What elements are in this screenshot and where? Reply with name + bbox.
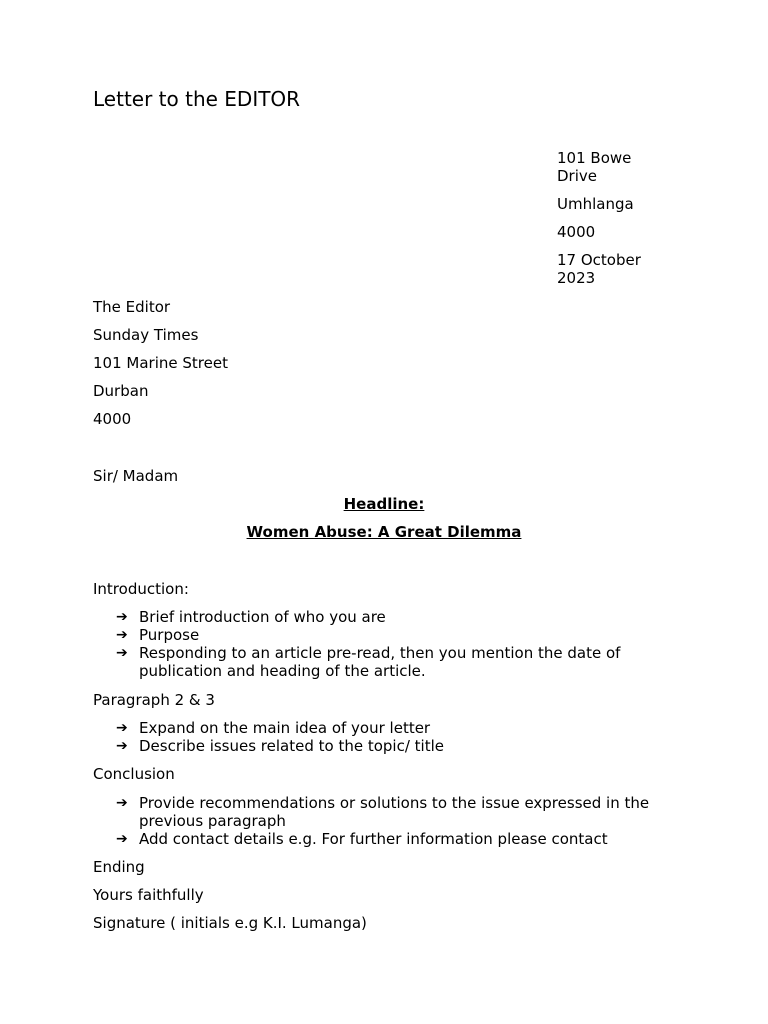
page-title: Letter to the EDITOR <box>93 87 301 111</box>
list-item <box>116 737 676 755</box>
introduction-heading: Introduction: <box>93 580 189 598</box>
list-item <box>116 626 676 644</box>
list-item <box>116 719 676 737</box>
arrow-right-icon: ➔ <box>116 609 128 625</box>
sender-suburb: Umhlanga <box>557 195 634 213</box>
letter-date: 17 October 2023 <box>557 251 641 287</box>
sender-street: 101 Bowe Drive <box>557 149 632 185</box>
recipient-name: The Editor <box>93 298 171 316</box>
list-item-text: Describe issues related to the topic/ title <box>139 737 444 755</box>
arrow-right-icon: ➔ <box>116 627 128 643</box>
list-item-text: Responding to an article pre-read, then you mention the date of publication and heading of the article. <box>139 644 621 680</box>
arrow-right-icon: ➔ <box>116 738 128 754</box>
recipient-city: Durban <box>93 382 149 400</box>
list-item-text: Purpose <box>139 626 200 644</box>
conclusion-heading: Conclusion <box>93 765 175 783</box>
list-item-text: Brief introduction of who you are <box>139 608 386 626</box>
body-list <box>116 719 676 755</box>
list-item-text: Provide recommendations or solutions to the issue expressed in the previous paragraph <box>139 794 650 830</box>
headline-label: Headline: <box>343 495 425 513</box>
introduction-list <box>116 608 676 680</box>
arrow-right-icon: ➔ <box>116 645 128 661</box>
list-item-text: Expand on the main idea of your letter <box>139 719 431 737</box>
signature-line: Signature ( initials e.g K.I. Lumanga) <box>93 914 367 932</box>
list-item <box>116 830 676 848</box>
recipient-code: 4000 <box>93 410 132 428</box>
list-item <box>116 794 676 830</box>
list-item-text: Add contact details e.g. For further information please contact <box>139 830 608 848</box>
headline: Women Abuse: A Great Dilemma <box>246 523 522 541</box>
list-item <box>116 608 676 626</box>
conclusion-list <box>116 794 676 848</box>
ending-heading: Ending <box>93 858 145 876</box>
arrow-right-icon: ➔ <box>116 720 128 736</box>
list-item <box>116 644 676 680</box>
sender-address <box>557 149 667 297</box>
body-heading: Paragraph 2 & 3 <box>93 691 215 709</box>
recipient-paper: Sunday Times <box>93 326 199 344</box>
recipient-street: 101 Marine Street <box>93 354 228 372</box>
salutation: Sir/ Madam <box>93 467 179 485</box>
arrow-right-icon: ➔ <box>116 795 128 811</box>
recipient-address <box>93 298 228 438</box>
arrow-right-icon: ➔ <box>116 831 128 847</box>
closing-line: Yours faithfully <box>93 886 204 904</box>
sender-code: 4000 <box>557 223 596 241</box>
